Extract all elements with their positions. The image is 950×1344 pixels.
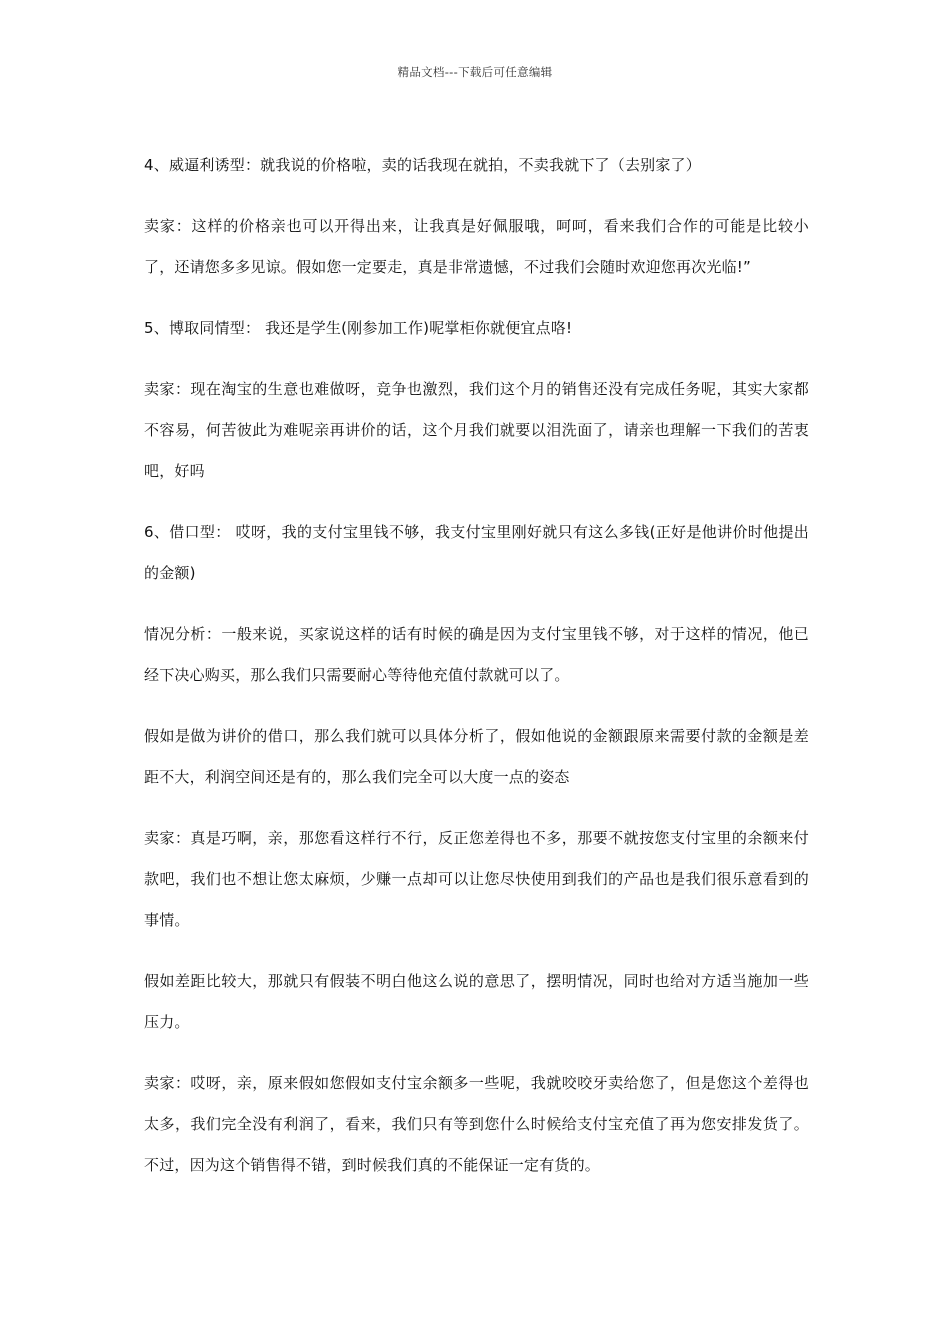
page-header: 精品文档---下载后可任意编辑 xyxy=(397,65,553,79)
paragraph-large-gap-case: 假如差距比较大，那就只有假装不明白他这么说的意思了，摆明情况，同时也给对方适当施加一些压力。 xyxy=(144,972,809,1031)
paragraph-seller-reply-4: 卖家：这样的价格亲也可以开得出来，让我真是好佩服哦，呵呵，看来我们合作的可能是比较小了，还请您多多见谅。假如您一定要走，真是非常遗憾，不过我们会随时欢迎您再次光临!” xyxy=(144,217,809,276)
paragraph-seller-reply-5: 卖家：现在淘宝的生意也难做呀，竞争也激烈，我们这个月的销售还没有完成任务呢，其实大家都不容易，何苦彼此为难呢亲再讲价的话，这个月我们就要以泪洗面了，请亲也理解一下我们的苦衷吧，好吗 xyxy=(144,380,809,480)
paragraph-analysis: 情况分析：一般来说，买家说这样的话有时候的确是因为支付宝里钱不够，对于这样的情况，他已经下决心购买，那么我们只需要耐心等待他充值付款就可以了。 xyxy=(144,625,809,684)
document-body xyxy=(144,145,809,1186)
paragraph-seller-reply-6a: 卖家：真是巧啊，亲，那您看这样行不行，反正您差得也不多，那要不就按您支付宝里的余额来付款吧，我们也不想让您太麻烦，少赚一点却可以让您尽快使用到我们的产品也是我们很乐意看到的事情。 xyxy=(144,829,809,929)
paragraph-tactic-4: 4、威逼利诱型：就我说的价格啦，卖的话我现在就拍，不卖我就下了（去别家了） xyxy=(144,156,701,174)
paragraph-excuse-case: 假如是做为讲价的借口，那么我们就可以具体分析了，假如他说的金额跟原来需要付款的金额是差距不大，利润空间还是有的，那么我们完全可以大度一点的姿态 xyxy=(144,727,809,786)
paragraph-tactic-6: 6、借口型： 哎呀，我的支付宝里钱不够，我支付宝里刚好就只有这么多钱(正好是他讲价时他提出的金额) xyxy=(144,523,809,582)
paragraph-seller-reply-6b: 卖家：哎呀，亲，原来假如您假如支付宝余额多一些呢，我就咬咬牙卖给您了，但是您这个差得也太多，我们完全没有利润了，看来，我们只有等到您什么时候给支付宝充值了再为您安排发货了。不过，因为这个销售得不错，到时候我们真的不能保证一定有货的。 xyxy=(144,1074,809,1174)
paragraph-tactic-5: 5、博取同情型： 我还是学生(刚参加工作)呢掌柜你就便宜点咯! xyxy=(144,319,573,337)
